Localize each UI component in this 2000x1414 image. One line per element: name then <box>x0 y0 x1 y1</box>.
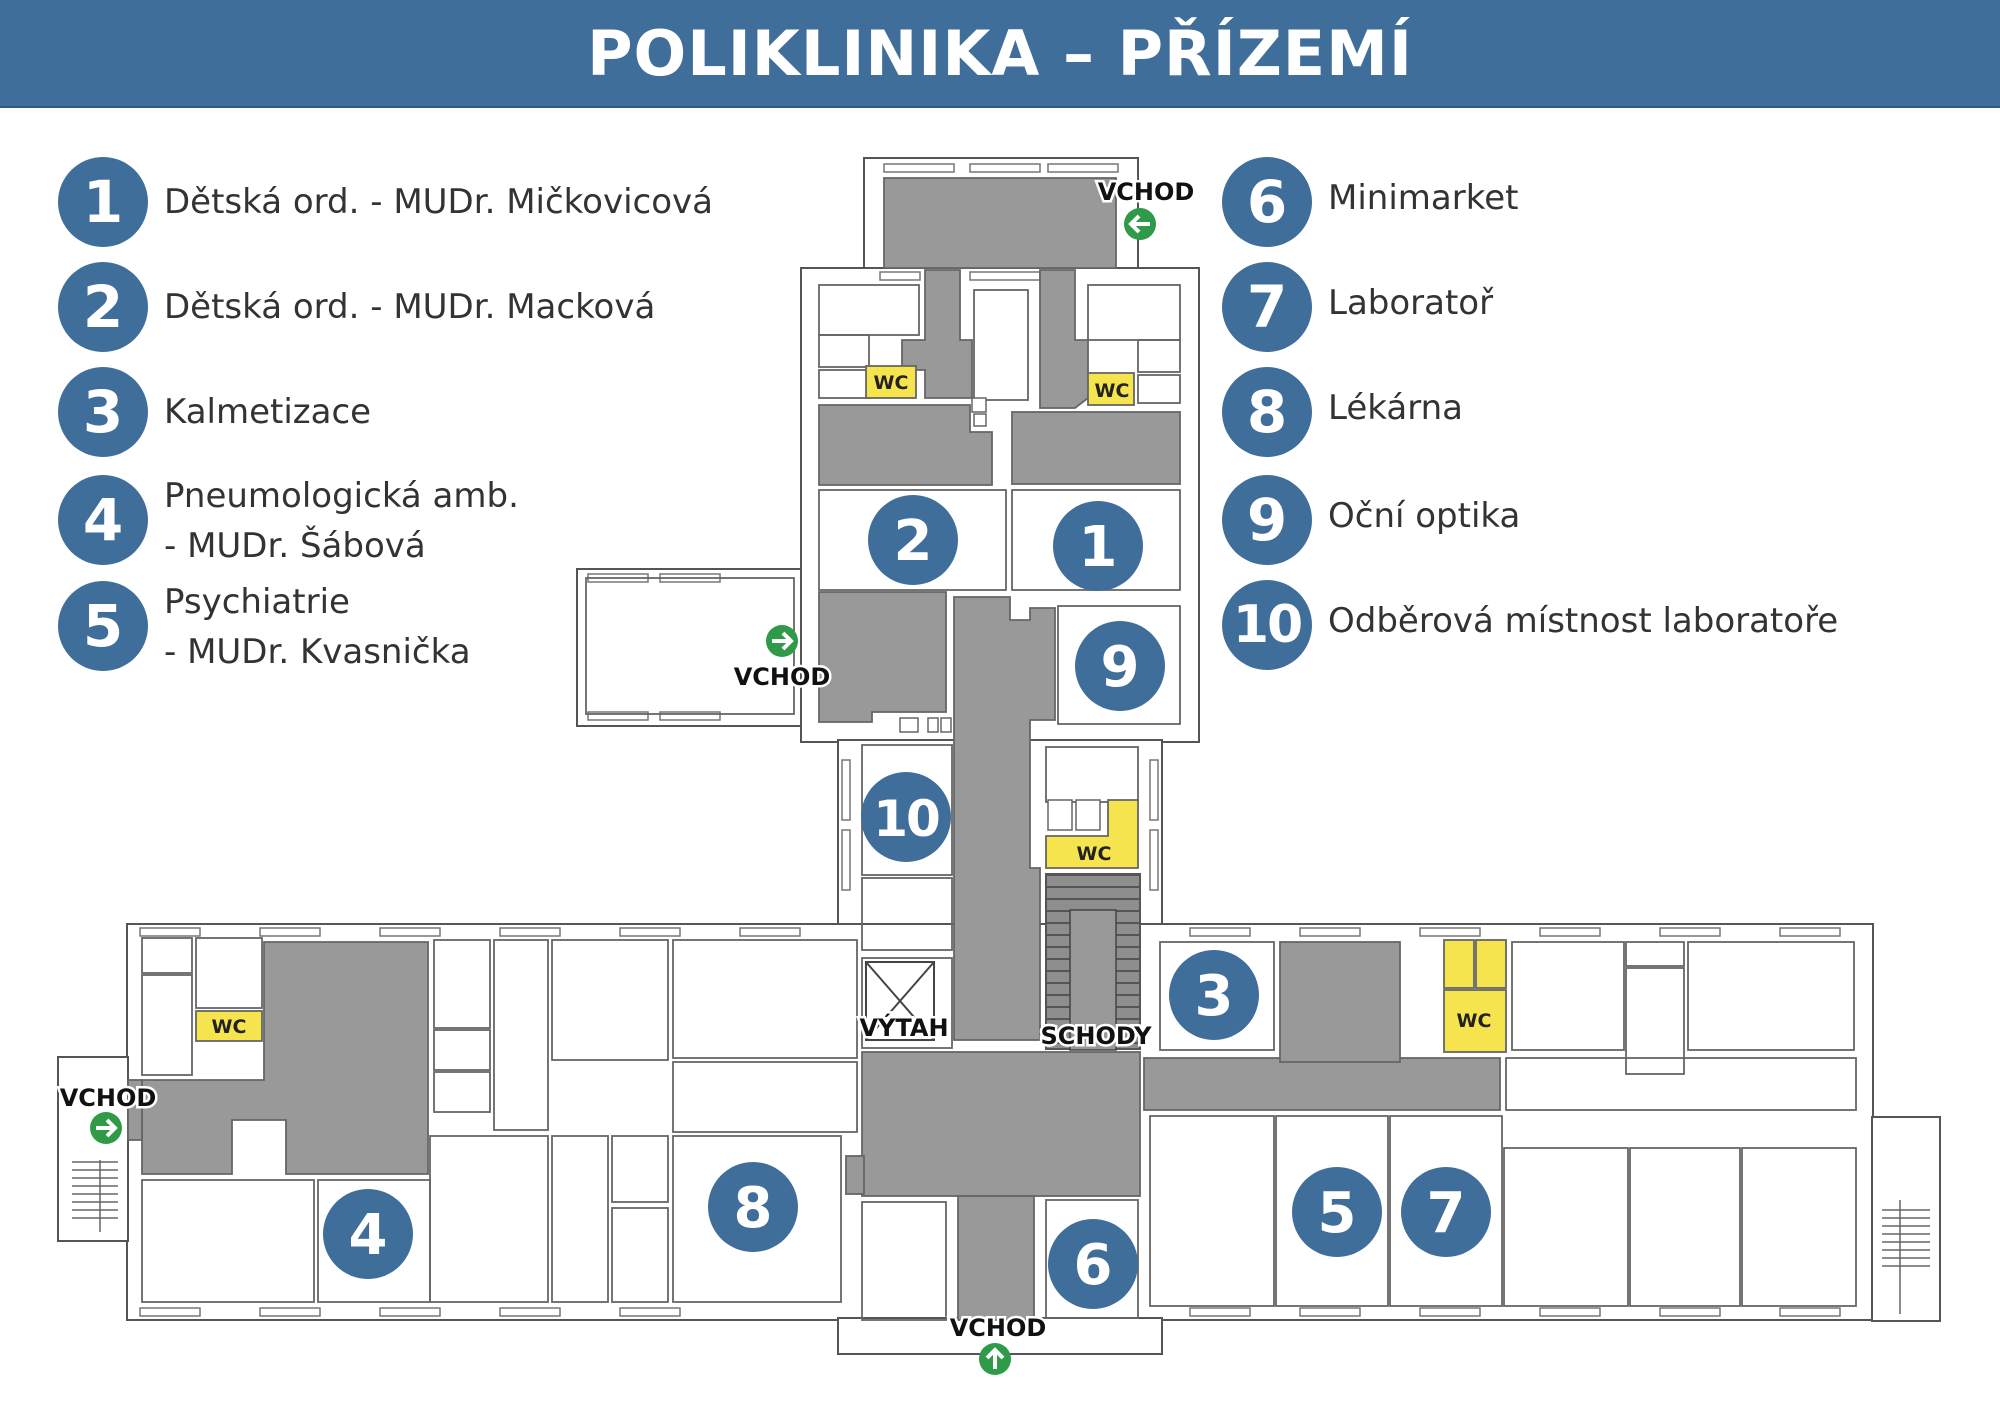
room-number: 6 <box>1073 1233 1113 1298</box>
elevator-label: VÝTAH <box>859 1014 949 1042</box>
corridor <box>846 1156 864 1194</box>
corridor <box>1012 412 1180 484</box>
entrance-label: VCHOD <box>1097 178 1195 206</box>
room-marker-3[interactable] <box>1169 950 1259 1040</box>
legend-line: Dětská ord. - MUDr. Mičkovicová <box>164 182 713 222</box>
page-title: POLIKLINIKA – PŘÍZEMÍ <box>587 16 1413 90</box>
wc-box <box>1476 940 1506 988</box>
room-marker-6[interactable] <box>1048 1219 1138 1309</box>
room-marker-7[interactable] <box>1401 1167 1491 1257</box>
legend-line: Odběrová místnost laboratoře <box>1328 601 1839 641</box>
room-marker-1[interactable] <box>1053 501 1143 591</box>
legend-line: - MUDr. Šábová <box>164 526 426 566</box>
wc-label: WC <box>211 1016 247 1038</box>
corridor <box>862 1052 1140 1196</box>
wall-east-stairs <box>1872 1117 1940 1321</box>
entrance-label: VCHOD <box>59 1084 157 1112</box>
legend-line: Laboratoř <box>1328 283 1494 323</box>
wc-label: WC <box>1076 843 1112 865</box>
legend-badge: 9 <box>1222 475 1312 565</box>
room-number: 3 <box>1194 964 1234 1029</box>
legend-line: Oční optika <box>1328 496 1521 536</box>
room-marker-8[interactable] <box>708 1162 798 1252</box>
room-number: 10 <box>873 790 939 848</box>
legend-badge: 8 <box>1222 367 1312 457</box>
room-marker-10[interactable] <box>861 772 951 862</box>
legend-badge: 2 <box>58 262 148 352</box>
room-marker-5[interactable] <box>1292 1167 1382 1257</box>
legend-badge: 1 <box>58 157 148 247</box>
legend-line: Lékárna <box>1328 388 1463 428</box>
legend-badge: 5 <box>58 581 148 671</box>
stairs-label: SCHODY <box>1040 1022 1152 1050</box>
room-number: 2 <box>893 509 933 574</box>
room-number: 7 <box>1426 1181 1466 1246</box>
room-number: 1 <box>1078 515 1118 580</box>
legend-line: Dětská ord. - MUDr. Macková <box>164 287 656 327</box>
legend-badge: 4 <box>58 475 148 565</box>
room-marker-9[interactable] <box>1075 621 1165 711</box>
legend-line: - MUDr. Kvasnička <box>164 632 471 672</box>
legend-badge: 6 <box>1222 157 1312 247</box>
room-number: 4 <box>348 1203 388 1268</box>
corridor <box>884 178 1116 268</box>
corridor <box>1144 1058 1500 1110</box>
room-marker-2[interactable] <box>868 495 958 585</box>
room-number: 8 <box>733 1176 773 1241</box>
room-marker-4[interactable] <box>323 1189 413 1279</box>
corridor <box>819 592 946 722</box>
legend-line: Kalmetizace <box>164 392 372 432</box>
room-number: 9 <box>1100 635 1140 700</box>
wc-label: WC <box>1094 380 1130 402</box>
corridor <box>819 405 992 485</box>
legend-badge: 10 <box>1222 580 1312 670</box>
wc-box <box>1444 940 1474 988</box>
legend-badge: 7 <box>1222 262 1312 352</box>
entrance-label: VCHOD <box>949 1314 1047 1342</box>
legend-badge: 3 <box>58 367 148 457</box>
room-number: 5 <box>1317 1181 1357 1246</box>
corridor <box>1280 942 1400 1062</box>
legend-line: Minimarket <box>1328 178 1519 218</box>
wc-label: WC <box>1456 1010 1492 1032</box>
wc-label: WC <box>873 372 909 394</box>
legend-line: Pneumologická amb. <box>164 476 519 516</box>
legend-line: Psychiatrie <box>164 582 350 622</box>
corridor <box>958 1196 1034 1320</box>
entrance-label: VCHOD <box>733 663 831 691</box>
